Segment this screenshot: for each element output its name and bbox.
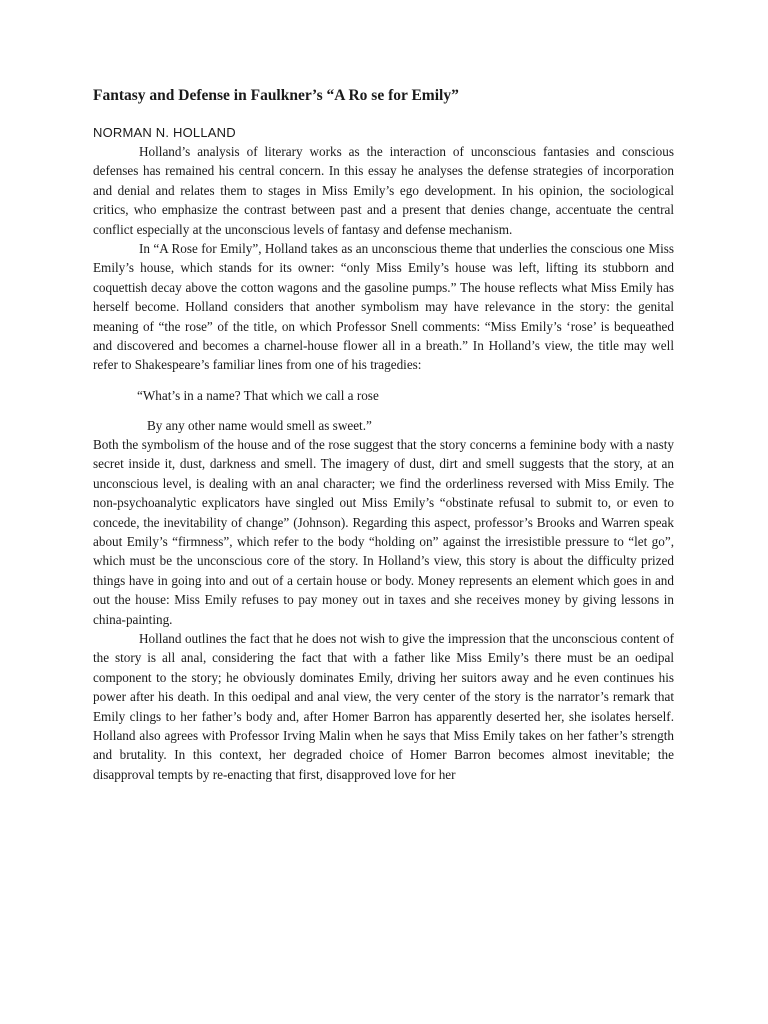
author-name: NORMAN N. HOLLAND [93, 125, 236, 140]
document-page [93, 86, 674, 784]
document-title: Fantasy and Defense in Faulkner’s “A Ro se for Emily” [93, 87, 459, 104]
paragraph-rose-symbolism: Both the symbolism of the house and of the rose suggest that the story concerns a feminine body with a nasty secret inside it, dust, darkness and smell. The imagery of dust, dirt and smell suggests that the story, at an unconscious level, is dealing with an anal character; we find the orderliness reversed with Miss Emily. The non-psychoanalytic explicators have singled out Miss Emily’s “obstinate refusal to submit to, or even to concede, the inevitability of change” (Johnson). Regarding this aspect, professor’s Brooks and Warren speak about Emily’s “firmness”, which refer to the body “holding on” against the irresistible pressure to “let go”, which must be the unconscious core of the story. In Holland’s view, this story is about the difficulty prized things have in going into and out of a certain house or body. Money represents an element which goes in and out the house: Miss Emily refuses to pay money out in taxes and she receives money by giving lessons in china-painting. [93, 436, 674, 627]
paragraph-intro: Holland’s analysis of literary works as the interaction of unconscious fantasies and conscious defenses has remained his central concern. In this essay he analyses the defense strategies of incorporation and denial and relates them to stages in Miss Emily’s ego development. In his opinion, the sociological critics, who emphasize the contrast between past and a present that denies change, accentuate the central conflict especially at the unconscious levels of fantasy and defense mechanism. [93, 144, 674, 237]
quote-line-1: “What’s in a name? That which we call a rose [137, 387, 379, 403]
paragraph-house-symbolism: In “A Rose for Emily”, Holland takes as an unconscious theme that underlies the conscious one Miss Emily’s house, which stands for its owner: “only Miss Emily’s house was left, lifting its stubborn and coquettish decay above the cotton wagons and the gasoline pumps.” The house reflects what Miss Emily has herself become. Holland considers that another symbolism may have relevance in the story: the genital meaning of “the rose” of the title, on which Professor Snell comments: “Miss Emily’s ‘rose’ is bequeathed and discovered and becomes a charnel-house flower all in a breath.” In Holland’s view, the title may well refer to Shakespeare’s familiar lines from one of his tragedies: [93, 241, 674, 373]
paragraph-oedipal: Holland outlines the fact that he does not wish to give the impression that the unconscious content of the story is all anal, considering the fact that with a father like Miss Emily’s there must be an oedipal component to the story; he obviously dominates Emily, driving her suitors away and he even continues his power after his death. In this oedipal and anal view, the very center of the story is the narrator’s remark that Emily clings to her father’s body and, after Homer Barron has apparently deserted her, she isolates herself. Holland also agrees with Professor Irving Malin when he says that Miss Emily takes on her father’s strength and brutality. In this context, her degraded choice of Homer Barron becomes almost inevitable; the disapproval tempts by re-enacting that first, disapproved love for her [93, 630, 674, 782]
quote-line-2: By any other name would smell as sweet.” [147, 417, 372, 433]
